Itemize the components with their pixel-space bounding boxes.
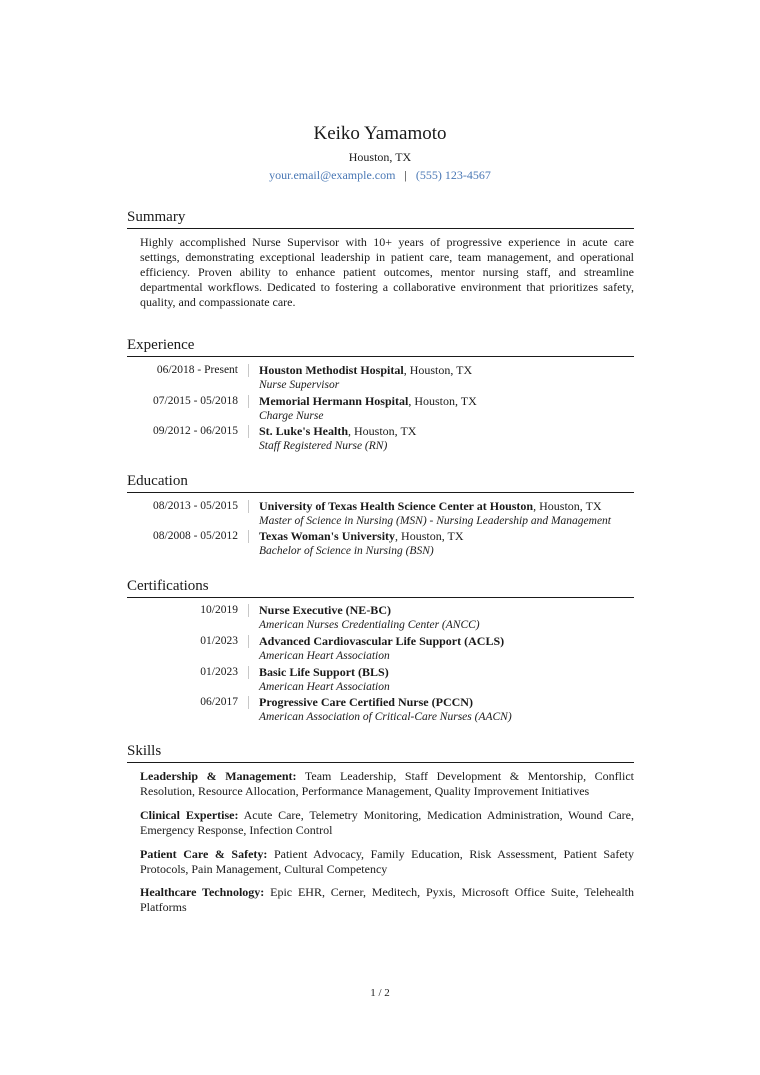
entry-location: , Houston, TX (408, 394, 477, 408)
entry-heading (259, 424, 639, 439)
certification-issuer: American Nurses Credentialing Center (ANCC) (259, 619, 480, 631)
summary-text: Highly accomplished Nurse Supervisor with 10+ years of progressive experience in acute care settings, demonstrating exceptional leadership in patient care, team management, and operational efficiency. Proven ability to enhance patient outcomes, mentor nursing staff, and streamline departmental workflows. Dedicated to fostering a collaborative environment that prioritizes safety, quality, and compassionate care. (140, 235, 634, 309)
entry-heading (259, 695, 639, 710)
entry-organization: Texas Woman's University (259, 529, 396, 543)
skill-text: Patient Advocacy, Family Education, Risk Assessment, Patient Safety Protocols, Pain Management, Cultural Competency (140, 847, 634, 876)
section-rule (127, 597, 634, 598)
certification-name: Basic Life Support (BLS) (259, 665, 389, 679)
skill-label: Patient Care & Safety: (140, 847, 268, 861)
entry-heading (259, 603, 639, 618)
phone-link[interactable]: (555) 123-4567 (415, 168, 491, 182)
skill-group (140, 885, 634, 915)
entry-dates: 06/2017 (200, 696, 238, 708)
certification-issuer: American Heart Association (259, 650, 390, 662)
candidate-location: Houston, TX (348, 150, 412, 164)
section-title-summary: Summary (127, 209, 186, 225)
section-title-experience: Experience (127, 337, 195, 353)
skill-group (140, 769, 634, 799)
skill-text: Acute Care, Telemetry Monitoring, Medication Administration, Wound Care, Emergency Response, Infection Control (140, 808, 634, 837)
experience-entry (127, 363, 634, 394)
entry-location: , Houston, TX (395, 529, 464, 543)
entry-heading (259, 665, 639, 680)
entry-divider (248, 635, 249, 648)
experience-entry (127, 424, 634, 455)
page-number: 1 / 2 (370, 987, 390, 999)
entry-divider (248, 395, 249, 408)
certification-entry (127, 695, 634, 726)
section-rule (127, 762, 634, 763)
entry-role: Charge Nurse (259, 410, 324, 422)
entry-dates: 08/2013 - 05/2015 (153, 500, 238, 512)
skill-label: Leadership & Management: (140, 769, 297, 783)
entry-organization: Memorial Hermann Hospital (259, 394, 409, 408)
section-title-certifications: Certifications (127, 578, 209, 594)
section-rule (127, 356, 634, 357)
contact-separator: | (404, 168, 407, 182)
entry-dates: 07/2015 - 05/2018 (153, 395, 238, 407)
entry-organization: St. Luke's Health (259, 424, 349, 438)
skill-label: Healthcare Technology: (140, 885, 265, 899)
entry-role: Staff Registered Nurse (RN) (259, 440, 388, 452)
entry-dates: 10/2019 (200, 604, 238, 616)
entry-divider (248, 604, 249, 617)
section-rule (127, 228, 634, 229)
entry-heading (259, 529, 639, 544)
certification-name: Nurse Executive (NE-BC) (259, 603, 391, 617)
entry-location: , Houston, TX (348, 424, 417, 438)
entry-location: , Houston, TX (533, 499, 602, 513)
entry-heading (259, 634, 639, 649)
entry-divider (248, 364, 249, 377)
certification-entry (127, 634, 634, 665)
entry-dates: 01/2023 (200, 666, 238, 678)
entry-degree: Bachelor of Science in Nursing (BSN) (259, 545, 434, 557)
skill-group (140, 847, 634, 877)
skill-group (140, 808, 634, 838)
candidate-name: Keiko Yamamoto (313, 123, 447, 144)
entry-dates: 09/2012 - 06/2015 (153, 425, 238, 437)
certification-issuer: American Heart Association (259, 681, 390, 693)
skill-text: Epic EHR, Cerner, Meditech, Pyxis, Microsoft Office Suite, Telehealth Platforms (140, 885, 634, 914)
entry-dates: 01/2023 (200, 635, 238, 647)
entry-degree: Master of Science in Nursing (MSN) - Nursing Leadership and Management (259, 515, 611, 527)
certification-issuer: American Association of Critical-Care Nurses (AACN) (259, 711, 512, 723)
skill-text: Team Leadership, Staff Development & Mentorship, Conflict Resolution, Resource Allocation, Performance Management, Quality Improvement Initiatives (140, 769, 634, 798)
section-title-skills: Skills (127, 743, 162, 759)
entry-heading (259, 363, 639, 378)
education-entry (127, 499, 634, 530)
certification-name: Advanced Cardiovascular Life Support (ACLS) (259, 634, 505, 648)
entry-divider (248, 425, 249, 438)
entry-divider (248, 530, 249, 543)
entry-location: , Houston, TX (403, 363, 473, 377)
entry-organization: Houston Methodist Hospital (259, 363, 404, 377)
entry-divider (248, 500, 249, 513)
entry-role: Nurse Supervisor (259, 379, 340, 391)
entry-dates: 08/2008 - 05/2012 (153, 530, 238, 542)
entry-divider (248, 696, 249, 709)
email-link[interactable]: your.email@example.com (269, 168, 396, 182)
section-title-education: Education (127, 473, 188, 489)
entry-heading (259, 499, 639, 514)
experience-entry (127, 394, 634, 425)
entry-organization: University of Texas Health Science Center at Houston (259, 499, 534, 513)
entry-dates: 06/2018 - Present (156, 364, 238, 376)
certification-entry (127, 603, 634, 634)
section-rule (127, 492, 634, 493)
certification-name: Progressive Care Certified Nurse (PCCN) (259, 695, 473, 709)
skill-label: Clinical Expertise: (140, 808, 239, 822)
entry-heading (259, 394, 639, 409)
entry-divider (248, 666, 249, 679)
contact-line (0, 167, 760, 183)
education-entry (127, 529, 634, 560)
certification-entry (127, 665, 634, 696)
